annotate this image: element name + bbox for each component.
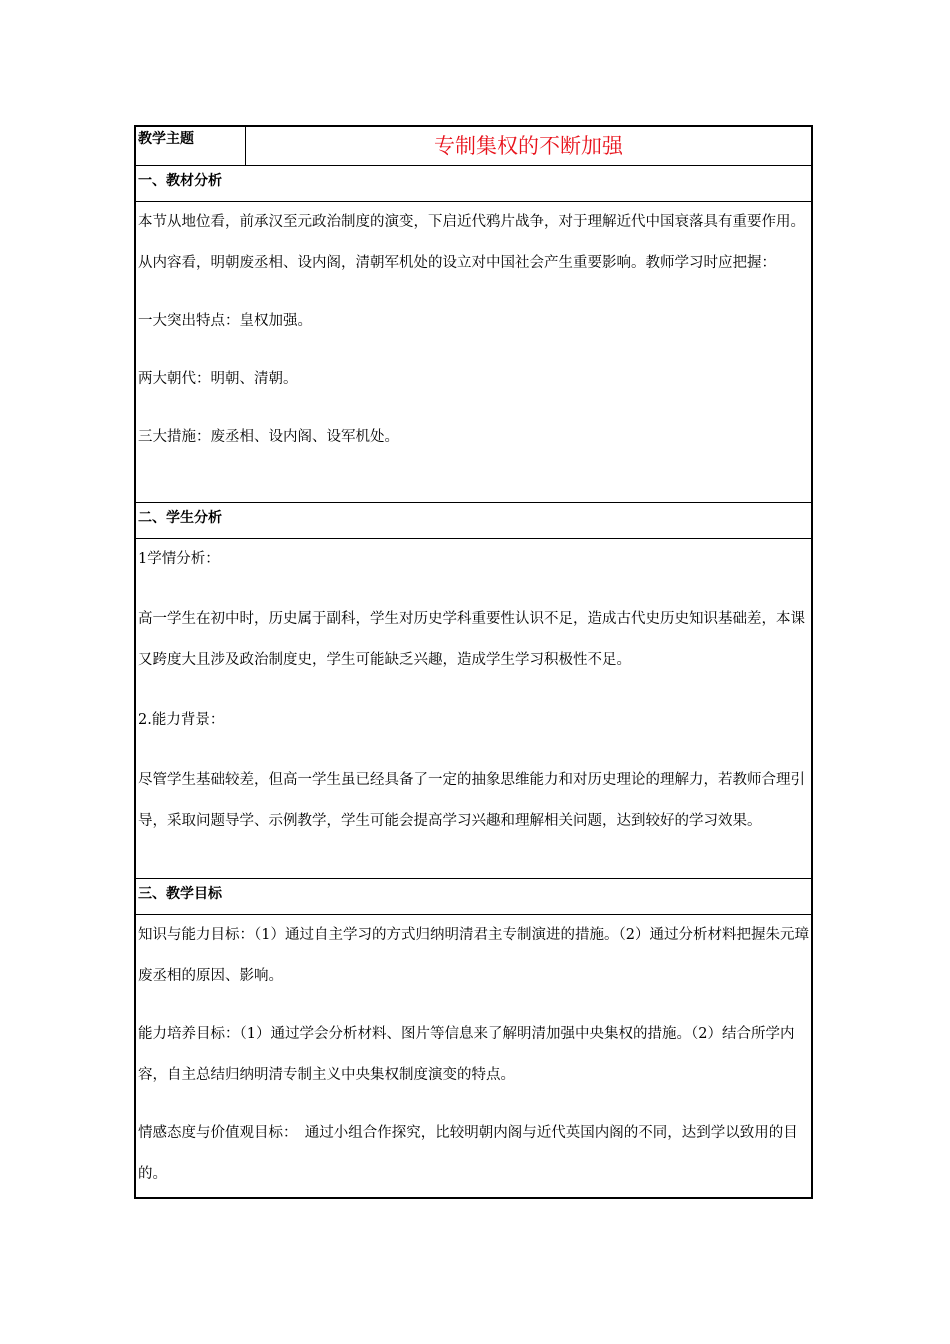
- paragraph: 情感态度与价值观目标： 通过小组合作探究，比较明朝内阁与近代英国内阁的不同，达到学以致用的目的。: [138, 1125, 798, 1182]
- section-body-textbook-analysis: [136, 202, 811, 503]
- paragraph: 三大措施：废丞相、设内阁、设军机处。: [138, 429, 399, 445]
- section-heading-teaching-goals: 三、教学目标: [136, 879, 811, 915]
- lesson-plan-table: [134, 125, 813, 1199]
- paragraph: 本节从地位看，前承汉至元政治制度的演变，下启近代鸦片战争，对于理解近代中国衰落具有重要作用。从内容看，明朝废丞相、设内阁，清朝军机处的设立对中国社会产生重要影响。教师学习时应把握：: [138, 214, 805, 271]
- paragraph: 能力培养目标：（1）通过学会分析材料、图片等信息来了解明清加强中央集权的措施。（2）结合所学内容，自主总结归纳明清专制主义中央集权制度演变的特点。: [138, 1026, 795, 1083]
- paragraph: 2.能力背景：: [138, 712, 225, 728]
- page-title: 专制集权的不断加强: [434, 134, 623, 158]
- paragraph: 知识与能力目标：（1）通过自主学习的方式归纳明清君主专制演进的措施。（2）通过分析材料把握朱元璋废丞相的原因、影响。: [138, 927, 809, 984]
- paragraph: 两大朝代：明朝、清朝。: [138, 371, 298, 387]
- section-heading-student-analysis: 二、学生分析: [136, 503, 811, 539]
- topic-label: 教学主题: [136, 127, 246, 165]
- title-row: [136, 127, 811, 166]
- section-heading-textbook-analysis: 一、教材分析: [136, 166, 811, 202]
- section-body-student-analysis: [136, 539, 811, 879]
- paragraph: 1学情分析：: [138, 551, 220, 567]
- paragraph: 高一学生在初中时，历史属于副科，学生对历史学科重要性认识不足，造成古代史历史知识基础差，本课又跨度大且涉及政治制度史，学生可能缺乏兴趣，造成学生学习积极性不足。: [138, 611, 805, 668]
- paragraph: 一大突出特点：皇权加强。: [138, 313, 312, 329]
- section-body-teaching-goals: [136, 915, 811, 1197]
- paragraph: 尽管学生基础较差，但高一学生虽已经具备了一定的抽象思维能力和对历史理论的理解力，若教师合理引导，采取问题导学、示例教学，学生可能会提高学习兴趣和理解相关问题，达到较好的学习效果。: [138, 772, 805, 829]
